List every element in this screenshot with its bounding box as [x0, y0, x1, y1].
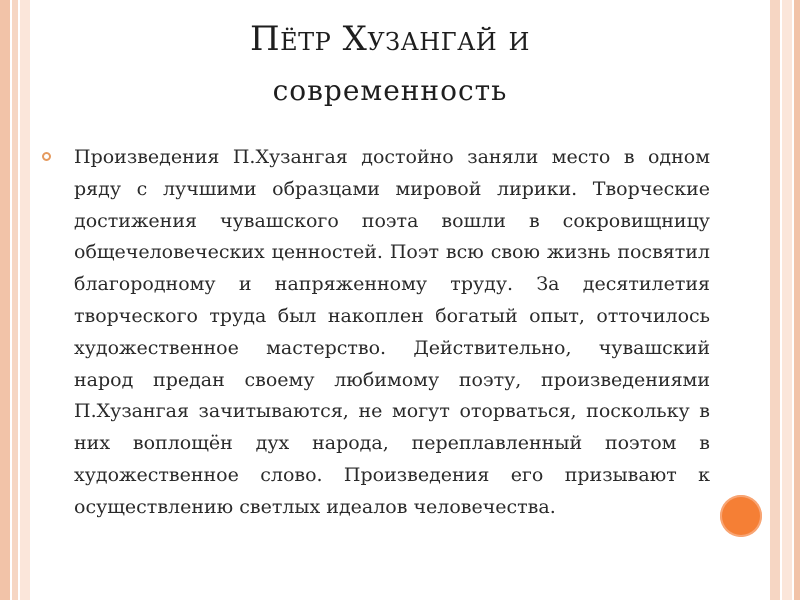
body-paragraph: Произведения П.Хузангая достойно заняли место в одном ряду с лучшими образцами мировой лирики. Творческие достижения чувашского поэта вошли в сокровищницу общечеловеческих ценностей. Поэт всю свою жизнь посвятил благородному и напряженному труду. За десятилетия творческого труда был накоплен богатый опыт, отточилось художественное мастерство. Действительно, чувашский народ предан своему любимому поэту, произведениями П.Хузангая зачитываются, не могут оторваться, поскольку в них воплощён дух народа, переплавленный поэтом в художественное слово. Произведения его призывают к осуществлению светлых идеалов человечества. — [74, 146, 710, 518]
right-decorative-stripe — [770, 0, 780, 600]
slide-title-line-2: современность — [272, 74, 508, 107]
orange-circle-icon — [720, 495, 762, 537]
left-decorative-stripe — [20, 0, 30, 600]
right-decorative-stripe — [794, 0, 800, 600]
slide-title-line-1: Пётр Хузангай и — [250, 19, 530, 59]
bullet-icon — [42, 152, 51, 161]
slide-title — [100, 14, 680, 114]
left-decorative-stripe — [0, 0, 10, 600]
right-decorative-stripe — [782, 0, 792, 600]
left-decorative-stripe — [12, 0, 18, 600]
slide-content — [42, 142, 712, 524]
